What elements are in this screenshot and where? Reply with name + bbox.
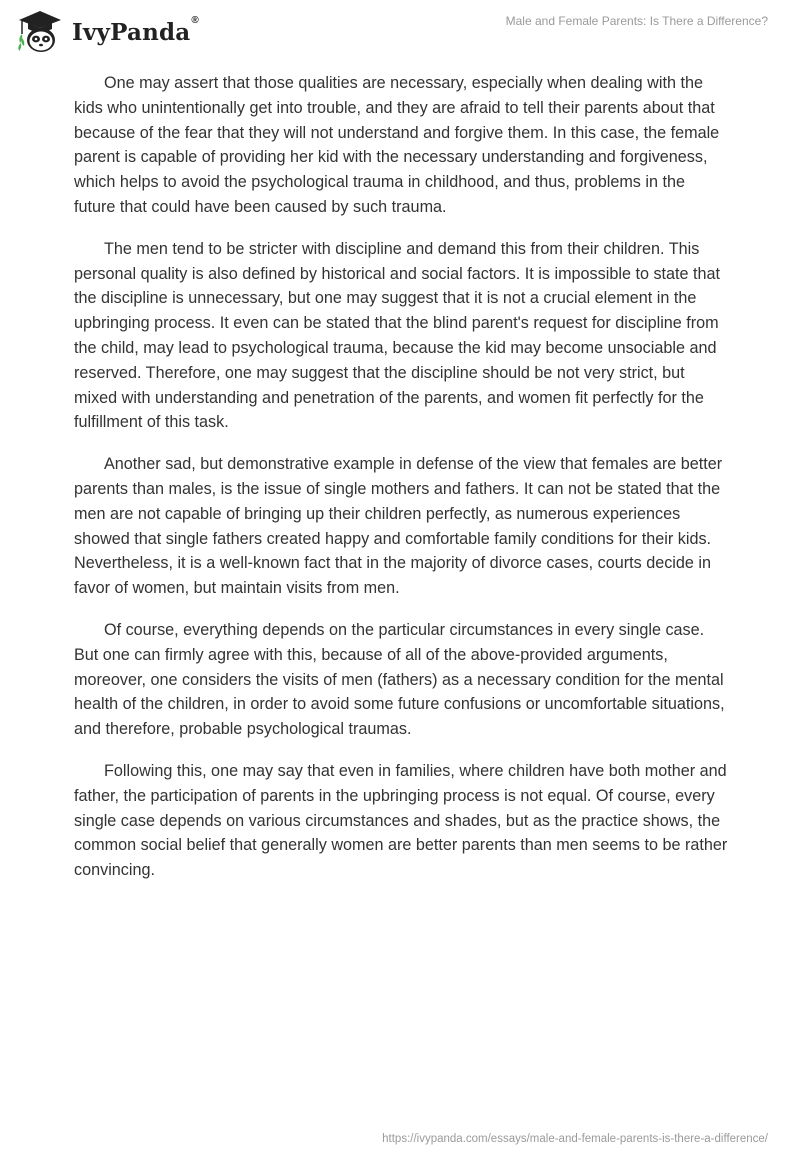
paragraph: Following this, one may say that even in families, where children have both mother and father, the participation of parents in the upbringing process is not equal. Of course, every single case depends on various circumstances and shades, but as the practice shows, the common social belief that generally women are better parents than men seems to be rather convincing. (74, 761, 728, 880)
logo-name: IvyPanda (72, 18, 191, 46)
ivypanda-logo[interactable] (14, 8, 199, 54)
paragraph: Another sad, but demonstrative example in defense of the view that females are better parents than males, is the issue of single mothers and fathers. It can not be stated that the men are not capable of bringing up their children perfectly, as numerous experiences showed that single fathers created happy and comfortable family conditions for their kids. Nevertheless, it is a well-known fact that in the majority of divorce cases, courts decide in favor of women, but maintain visits from men. (74, 455, 723, 598)
document-title: Male and Female Parents: Is There a Difference? (505, 14, 768, 28)
paragraph: One may assert that those qualities are necessary, especially when dealing with the kids who unintentionally get into trouble, and they are afraid to tell their parents about that because of the fear that they will not understand and forgive them. In this case, the female parent is capable of providing her kid with the necessary understanding and forgiveness, which helps to avoid the psychological trauma in childhood, and thus, problems in the future that could have been caused by such trauma. (74, 74, 720, 216)
essay-body (74, 71, 730, 900)
logo-wordmark (72, 14, 199, 46)
paragraph: Of course, everything depends on the particular circumstances in every single case. But one can firmly agree with this, because of all of the above-provided arguments, moreover, one considers the visits of men (fathers) as a necessary condition for the mental health of the children, in order to avoid some future confusions or uncomfortable situations, and therefore, probable psychological traumas. (74, 620, 725, 739)
paragraph: The men tend to be stricter with discipline and demand this from their children. This personal quality is also defined by historical and social factors. It is impossible to state that the discipline is unnecessary, but one may suggest that it is not a crucial element in the upbringing process. It even can be stated that the blind parent's request for discipline from the child, may lead to psychological trauma, because the kid may become unsociable and reserved. Therefore, one may suggest that the discipline should be not very strict, but mixed with understanding and penetration of the parents, and women fit perfectly for the fulfillment of this task. (74, 239, 721, 432)
panda-graduate-icon (14, 8, 64, 54)
page-header (0, 0, 800, 60)
source-url-link[interactable]: https://ivypanda.com/essays/male-and-female-parents-is-there-a-difference/ (382, 1133, 768, 1145)
registered-mark: ® (191, 14, 199, 26)
